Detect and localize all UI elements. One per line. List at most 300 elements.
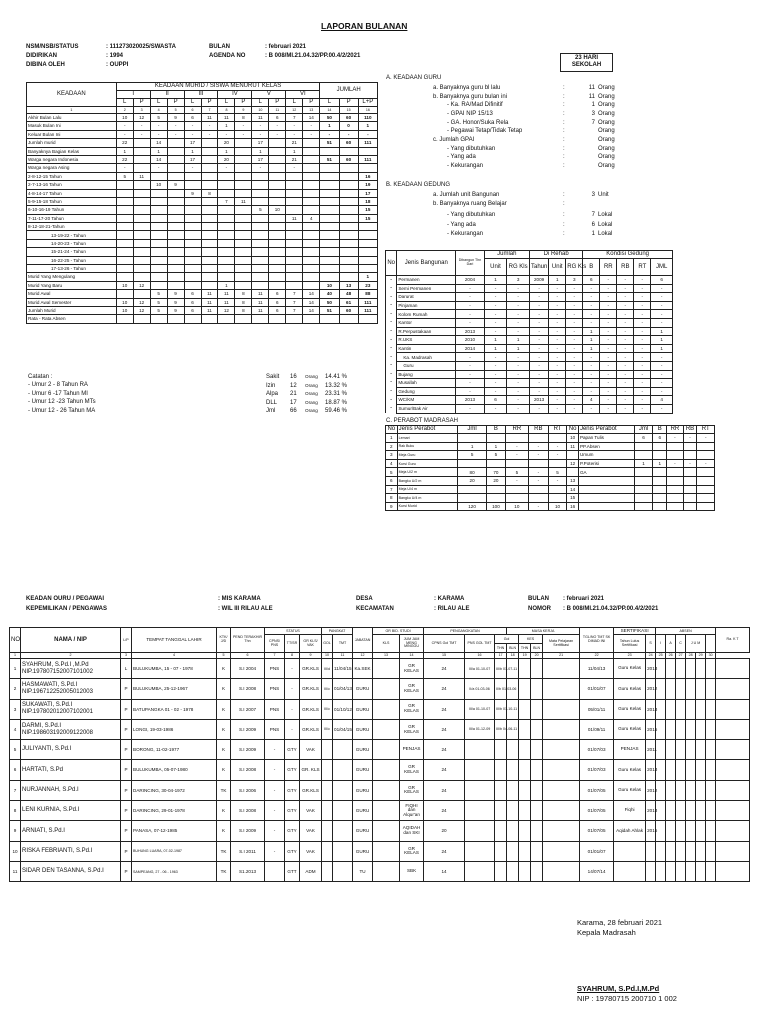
table-cell: RB — [617, 259, 634, 276]
table-cell: 5 — [505, 468, 528, 477]
staff-value: : MIS KARAMA — [218, 596, 261, 602]
table-cell: 16-22-25 - Tahun — [27, 256, 117, 264]
table-cell: GURU — [353, 679, 373, 699]
signature-role: Kepala Madrasah — [577, 928, 636, 937]
table-cell — [133, 147, 150, 155]
table-cell — [528, 459, 548, 468]
table-cell — [303, 231, 320, 239]
table-cell: 9 — [300, 653, 322, 659]
table-cell — [373, 699, 400, 719]
table-cell: - — [484, 361, 507, 370]
table-cell: 20 — [218, 155, 235, 163]
table-cell: - — [566, 293, 583, 302]
table-cell: 12 — [133, 281, 150, 289]
table-cell: 4 — [386, 459, 398, 468]
table-cell: - — [529, 387, 548, 396]
table-row — [386, 404, 673, 413]
table-cell: 15 — [358, 206, 377, 214]
table-cell: Mata Pelajaran Sertifikasi — [543, 635, 580, 653]
table-cell: 7 — [286, 114, 303, 122]
table-cell: Pinjaman — [397, 301, 456, 310]
table-cell: P — [167, 99, 184, 107]
table-cell: 25 — [656, 653, 666, 659]
table-row — [27, 265, 378, 273]
absence-unit: Orang — [305, 374, 318, 379]
table-cell — [333, 841, 353, 861]
table-cell — [519, 740, 531, 760]
table-cell: - — [235, 122, 252, 130]
table-cell: 14/07/14 — [580, 861, 614, 881]
table-cell — [167, 172, 184, 180]
table-cell — [150, 223, 167, 231]
table-cell — [683, 502, 697, 511]
table-cell: 28 — [686, 653, 696, 659]
table-cell: 5 — [252, 206, 269, 214]
table-cell: - — [285, 659, 300, 679]
table-row — [386, 485, 715, 494]
table-cell: 01/07/05 — [580, 780, 614, 800]
agenda-label: AGENDA NO — [209, 53, 246, 59]
table-cell: - — [201, 130, 218, 138]
table-cell: 61 — [339, 298, 358, 306]
table-cell — [339, 147, 358, 155]
village-label: DESA — [356, 596, 373, 602]
table-cell — [373, 740, 400, 760]
table-cell — [487, 434, 506, 443]
table-cell — [519, 719, 531, 739]
table-cell — [252, 181, 269, 189]
table-cell: 6 — [184, 290, 201, 298]
table-cell: Di Rehab — [529, 251, 582, 259]
age-note: - Umur 12 -23 Tahun MTs — [28, 399, 96, 405]
table-cell — [666, 861, 676, 881]
table-cell: - — [286, 130, 303, 138]
building-item: - Kekurangan — [447, 231, 484, 237]
table-cell — [697, 485, 715, 494]
table-cell: Kantor — [397, 318, 456, 327]
table-cell — [133, 315, 150, 323]
table-cell: 2015 — [646, 821, 656, 841]
table-cell: SBK — [400, 861, 424, 881]
table-cell: ADM — [300, 861, 322, 881]
table-row — [386, 476, 715, 485]
table-cell — [201, 231, 218, 239]
table-cell — [339, 273, 358, 281]
table-cell — [656, 719, 666, 739]
table-cell: GR.KLS — [300, 679, 322, 699]
table-cell: 14 — [424, 861, 465, 881]
table-cell — [303, 315, 320, 323]
table-cell — [666, 679, 676, 699]
table-cell — [531, 659, 543, 679]
table-cell: - — [386, 284, 397, 293]
table-cell: No — [568, 426, 577, 433]
table-cell: 14 — [150, 155, 167, 163]
table-cell — [201, 147, 218, 155]
table-cell — [696, 861, 706, 881]
table-cell: 10 — [320, 281, 339, 289]
table-row — [10, 659, 750, 679]
table-row — [27, 155, 378, 163]
table-cell: - — [634, 310, 651, 319]
table-cell: 17 — [252, 155, 269, 163]
table-cell: JUMLAH — [320, 83, 378, 99]
table-cell: - — [549, 293, 566, 302]
table-cell: 11 — [235, 197, 252, 205]
table-cell: 8 — [285, 653, 300, 659]
table-cell: - — [507, 301, 530, 310]
table-cell: 2013 — [456, 396, 484, 405]
absence-label: Alpa — [266, 391, 279, 397]
table-cell — [252, 256, 269, 264]
table-row — [27, 214, 378, 222]
table-cell — [487, 459, 506, 468]
table-cell: Lemari — [397, 434, 457, 443]
table-cell: - — [386, 293, 397, 302]
table-cell: 27 — [676, 653, 686, 659]
table-cell — [333, 760, 353, 780]
table-cell — [201, 139, 218, 147]
absence-label: Jml — [266, 408, 276, 414]
table-cell — [320, 197, 339, 205]
table-cell: THN — [495, 644, 507, 653]
furniture-table — [385, 425, 715, 511]
age-note: - Umur 6 -17 Tahun MI — [28, 390, 88, 397]
table-cell — [116, 315, 133, 323]
staff-name: HASMAWATI, S.Pd.I — [22, 682, 78, 689]
table-cell: 11 — [252, 306, 269, 314]
table-cell: - — [634, 396, 651, 405]
table-cell: 1 — [651, 336, 673, 345]
table-cell — [286, 315, 303, 323]
table-cell: - — [529, 379, 548, 388]
table-cell — [116, 273, 133, 281]
table-cell: 24 — [424, 780, 465, 800]
table-cell: 50 — [320, 114, 339, 122]
teacher-count: 7 — [591, 119, 595, 126]
table-cell: - — [507, 404, 530, 413]
table-cell: P — [121, 719, 132, 739]
table-cell: Keluar Bulan Ini — [27, 130, 117, 138]
table-cell — [167, 256, 184, 264]
table-cell — [656, 821, 666, 841]
table-cell — [666, 821, 676, 841]
table-cell: - — [484, 284, 507, 293]
table-cell — [716, 821, 750, 841]
table-cell — [656, 801, 666, 821]
table-cell: 3 — [133, 107, 150, 114]
table-cell: - — [583, 379, 600, 388]
table-cell: 6 — [231, 653, 265, 659]
table-cell: - — [548, 451, 567, 460]
table-cell: K — [217, 659, 231, 679]
table-cell — [543, 719, 580, 739]
table-cell — [656, 679, 666, 699]
village-value: : KARAMA — [434, 596, 465, 602]
table-cell: TMT — [333, 635, 353, 653]
table-cell — [614, 841, 646, 861]
table-cell — [201, 281, 218, 289]
table-cell — [218, 231, 235, 239]
table-cell: 24 — [646, 653, 656, 659]
table-cell — [706, 801, 716, 821]
table-cell: - — [549, 301, 566, 310]
table-cell: 14 — [303, 298, 320, 306]
table-cell — [252, 189, 269, 197]
absence-count: 12 — [290, 382, 297, 389]
table-cell: STATUS — [265, 628, 322, 635]
table-cell: AQIDAH dan SKI — [400, 821, 424, 841]
table-cell: - — [269, 130, 286, 138]
table-cell — [458, 434, 487, 443]
table-cell: ABSEN — [656, 628, 716, 635]
table-cell: 4 — [150, 107, 167, 114]
table-cell: PNS — [265, 679, 285, 699]
table-cell: PNS — [265, 699, 285, 719]
table-cell — [150, 189, 167, 197]
table-cell: 12 — [286, 107, 303, 114]
table-cell: II/a 01-03-06 — [465, 679, 495, 699]
table-cell — [116, 231, 133, 239]
table-cell: RG Kls — [566, 259, 583, 276]
table-cell: 8 — [218, 107, 235, 114]
table-cell: 2011 — [646, 740, 656, 760]
table-cell: - — [133, 130, 150, 138]
table-cell — [706, 740, 716, 760]
table-cell — [235, 248, 252, 256]
table-cell: 3 — [121, 653, 132, 659]
table-cell: Unit — [484, 259, 507, 276]
table-cell — [339, 256, 358, 264]
table-cell: 14 — [303, 290, 320, 298]
table-cell — [706, 841, 716, 861]
table-cell: 29 — [696, 653, 706, 659]
table-cell: 11 — [252, 114, 269, 122]
table-cell: L/P — [121, 628, 132, 653]
table-cell — [150, 231, 167, 239]
table-cell — [465, 821, 495, 841]
table-cell: 7 — [286, 306, 303, 314]
colon: : — [563, 137, 565, 143]
table-cell: - — [265, 780, 285, 800]
table-cell: - — [252, 164, 269, 172]
table-cell: 11/04/13 — [580, 659, 614, 679]
table-cell: - — [617, 370, 634, 379]
table-cell — [303, 256, 320, 264]
table-cell — [697, 502, 715, 511]
table-cell — [656, 699, 666, 719]
table-cell — [303, 147, 320, 155]
table-cell: 23 — [358, 281, 377, 289]
table-cell: - — [583, 387, 600, 396]
table-cell: 60 — [339, 155, 358, 163]
table-cell: - — [549, 344, 566, 353]
table-cell — [339, 214, 358, 222]
table-cell — [339, 189, 358, 197]
table-cell: 1 — [634, 459, 653, 468]
table-cell: - — [529, 284, 548, 293]
table-cell: 1 — [286, 147, 303, 155]
table-cell — [133, 273, 150, 281]
table-cell — [543, 841, 580, 861]
table-cell: - — [386, 361, 397, 370]
teacher-count: 1 — [591, 102, 595, 108]
table-cell: 5 — [386, 468, 398, 477]
table-cell: 1 — [458, 442, 487, 451]
table-cell: GR KLS/ VAK — [300, 635, 322, 653]
table-cell — [184, 206, 201, 214]
table-cell — [167, 281, 184, 289]
table-cell: P — [121, 801, 132, 821]
table-cell: Gedung — [397, 387, 456, 396]
table-row — [386, 293, 673, 302]
table-cell: GA — [578, 468, 634, 477]
section-b-title: B. KEADAAN GEDUNG — [386, 182, 451, 188]
table-cell: RR — [667, 426, 683, 434]
table-cell — [548, 494, 567, 503]
table-cell — [666, 780, 676, 800]
table-cell — [548, 434, 567, 443]
table-cell: - — [484, 310, 507, 319]
table-cell — [653, 451, 667, 460]
table-cell: - — [566, 379, 583, 388]
table-cell: 24 — [424, 740, 465, 760]
building-item: - Yang ada — [447, 222, 476, 228]
table-cell: 20 — [458, 476, 487, 485]
table-row — [386, 468, 715, 477]
table-cell: CPNS/ PNS — [265, 635, 285, 653]
table-cell: - — [651, 318, 673, 327]
table-cell — [235, 315, 252, 323]
table-cell: 1 — [218, 147, 235, 155]
absence-count: 17 — [290, 399, 297, 406]
table-cell: - — [456, 404, 484, 413]
table-cell: 5 — [150, 290, 167, 298]
table-cell — [252, 239, 269, 247]
table-cell — [322, 841, 333, 861]
table-cell — [303, 189, 320, 197]
table-cell: - — [218, 130, 235, 138]
table-cell: - — [528, 442, 548, 451]
table-cell: Meja U/4 m — [397, 485, 457, 494]
table-cell: K — [217, 801, 231, 821]
table-cell: Murid Yang Mengulang — [27, 273, 117, 281]
table-cell: - — [529, 318, 548, 327]
table-cell — [116, 265, 133, 273]
table-cell: - — [386, 396, 397, 405]
table-cell: 6 — [583, 276, 600, 285]
staff-nip: NIP.197807152007101002 — [22, 668, 93, 675]
table-cell — [358, 315, 377, 323]
table-cell: 80 — [458, 468, 487, 477]
table-cell — [167, 147, 184, 155]
table-cell: VAK — [300, 821, 322, 841]
table-cell: - — [600, 387, 617, 396]
table-cell — [133, 155, 150, 163]
table-cell — [458, 485, 487, 494]
table-cell: 22 — [116, 139, 133, 147]
table-cell: GURU — [353, 801, 373, 821]
table-cell: 8 — [235, 114, 252, 122]
table-cell — [653, 476, 667, 485]
table-cell: 9 — [184, 189, 201, 197]
table-cell: - — [548, 442, 567, 451]
table-cell — [218, 239, 235, 247]
table-cell: PNS — [265, 659, 285, 679]
table-cell: PANGKAT — [322, 628, 353, 635]
table-cell: 13 — [373, 653, 400, 659]
table-cell — [706, 679, 716, 699]
table-cell: PENGANGKATAN — [424, 628, 507, 635]
table-cell — [716, 841, 750, 861]
table-cell — [167, 315, 184, 323]
table-cell: III/d — [322, 659, 333, 679]
table-cell: 20 — [424, 821, 465, 841]
table-cell: 10 — [116, 281, 133, 289]
table-cell — [252, 223, 269, 231]
table-cell: - — [116, 122, 133, 130]
absence-label: DLL — [266, 399, 278, 406]
table-row — [27, 122, 378, 130]
table-cell — [696, 740, 706, 760]
table-cell — [133, 189, 150, 197]
table-cell: 2009 — [529, 276, 548, 285]
signature-place: Karama, 28 februari 2021 — [577, 918, 663, 927]
table-cell — [519, 760, 531, 780]
table-cell: - — [600, 318, 617, 327]
table-cell: BLN — [531, 644, 543, 653]
table-cell: J U M — [686, 635, 706, 653]
table-cell: - — [456, 361, 484, 370]
table-row — [27, 114, 378, 122]
absence-percent: 13.32 % — [325, 382, 348, 389]
table-cell: 1 — [150, 147, 167, 155]
table-cell — [696, 841, 706, 861]
table-cell — [697, 494, 715, 503]
table-cell: - — [456, 293, 484, 302]
table-cell: KEADAAN — [27, 83, 117, 107]
table-cell — [333, 861, 353, 881]
table-cell: 01/07/03 — [580, 760, 614, 780]
table-cell: RT — [634, 259, 651, 276]
table-cell — [320, 206, 339, 214]
table-cell — [716, 801, 750, 821]
table-cell: 9 — [167, 306, 184, 314]
table-cell: III/a 01-10-07 — [465, 699, 495, 719]
table-cell: - — [600, 353, 617, 362]
table-cell — [286, 172, 303, 180]
table-cell: 11 — [201, 298, 218, 306]
table-cell — [320, 239, 339, 247]
table-cell — [116, 206, 133, 214]
table-cell: 1 — [487, 442, 506, 451]
table-cell — [548, 459, 567, 468]
table-cell: - — [386, 318, 397, 327]
table-cell — [133, 214, 150, 222]
table-cell — [487, 494, 506, 503]
table-cell: GURU — [353, 760, 373, 780]
staff-label: KEADAN OURU / PEGAWAI — [26, 596, 105, 602]
table-cell: - — [201, 122, 218, 130]
table-cell: Bangku U/4 m — [397, 494, 457, 503]
district-value: : RILAU ALE — [434, 606, 470, 612]
table-cell — [339, 197, 358, 205]
table-cell: - — [507, 361, 530, 370]
table-cell: 1 — [116, 147, 133, 155]
staff-nip: NIP.197802012007102001 — [22, 709, 93, 716]
table-row — [10, 760, 750, 780]
table-cell: - — [529, 336, 548, 345]
